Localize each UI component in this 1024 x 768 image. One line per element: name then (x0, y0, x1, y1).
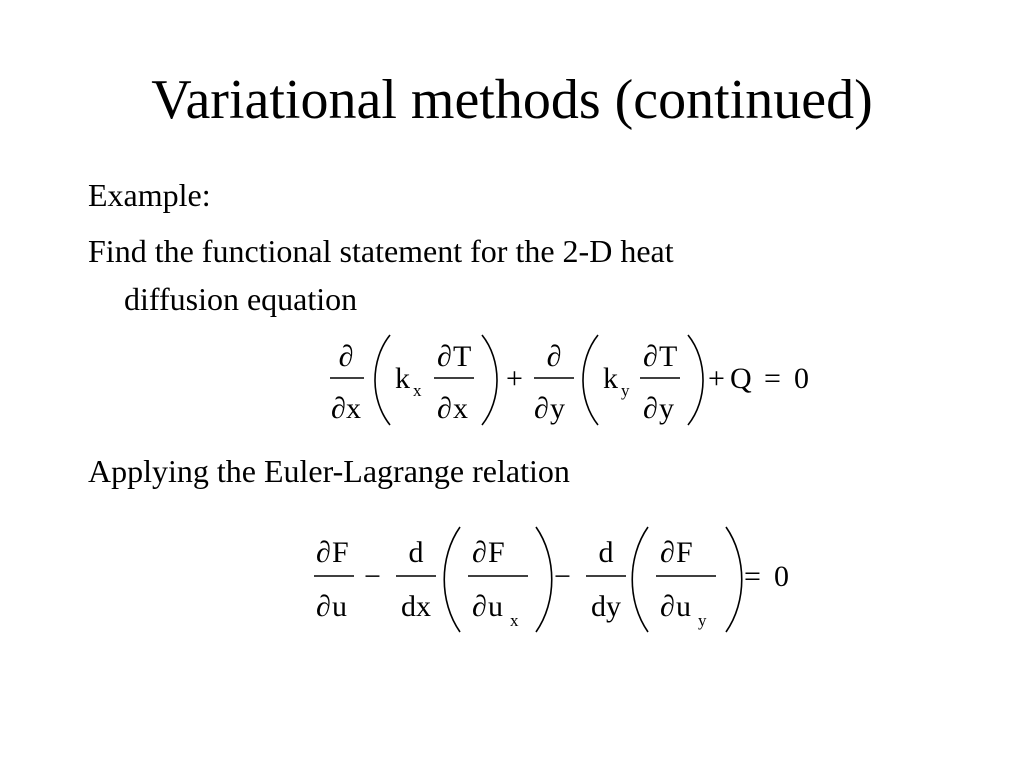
eq1-k: k (395, 362, 410, 395)
eq1-T: T (453, 340, 472, 373)
eq2-right-paren (536, 527, 552, 632)
eq2-partial-numerator: ∂ (660, 536, 675, 569)
eq2-partial-denominator: ∂ (660, 590, 675, 623)
eq2-partial-numerator: ∂ (316, 536, 331, 569)
eq1-partial-T-numerator: ∂ (437, 340, 452, 373)
eq1-var-x: x (346, 392, 361, 425)
eq1-var-x: x (453, 392, 468, 425)
eq2-minus: − (364, 560, 381, 593)
bullet-example: Example: (88, 177, 211, 213)
eq1-k: k (603, 362, 618, 395)
eq2-d-numerator: d (598, 536, 614, 569)
eq1-partial-T-numerator: ∂ (643, 340, 658, 373)
eq2-left-paren (632, 527, 648, 632)
eq1-partial-denominator: ∂ (331, 392, 346, 425)
eq2-d-numerator: d (408, 536, 424, 569)
eq2-F: F (488, 536, 505, 569)
euler-lagrange-equation (312, 522, 812, 637)
eq1-left-paren (583, 335, 598, 425)
eq1-Q: Q (730, 362, 752, 395)
eq2-zero: 0 (774, 560, 789, 593)
eq2-partial-denominator: ∂ (316, 590, 331, 623)
heat-diffusion-equation (320, 330, 820, 430)
eq1-right-paren (482, 335, 497, 425)
eq1-T: T (659, 340, 678, 373)
eq2-partial-numerator: ∂ (472, 536, 487, 569)
bullet-euler-lagrange: Applying the Euler-Lagrange relation (88, 453, 570, 489)
bullet-find-functional-continued: diffusion equation (124, 281, 358, 317)
eq2-right-paren (726, 527, 742, 632)
eq1-var-y: y (659, 392, 674, 425)
eq1-plus: + (708, 362, 725, 395)
eq2-sub-x: x (510, 611, 519, 630)
eq1-right-paren (688, 335, 703, 425)
eq2-F: F (676, 536, 693, 569)
eq2-F: F (332, 536, 349, 569)
eq2-dy: dy (591, 590, 621, 623)
eq1-plus: + (506, 362, 523, 395)
eq1-partial-numerator: ∂ (338, 340, 354, 373)
eq2-sub-y: y (698, 611, 707, 630)
slide-title: Variational methods (continued) (151, 69, 873, 131)
eq2-equals: = (744, 560, 761, 593)
eq2-partial-denominator: ∂ (472, 590, 487, 623)
eq1-partial-denominator: ∂ (534, 392, 549, 425)
eq2-dx: dx (401, 590, 431, 623)
eq1-zero: 0 (794, 362, 809, 395)
eq2-u: u (676, 590, 691, 623)
eq1-var-y: y (550, 392, 565, 425)
eq2-u: u (488, 590, 503, 623)
eq2-left-paren (444, 527, 460, 632)
eq2-u: u (332, 590, 347, 623)
eq1-k-sub-y: y (621, 381, 630, 400)
bullet-find-functional: Find the functional statement for the 2-D heat (88, 233, 674, 269)
eq1-partial-numerator: ∂ (546, 340, 562, 373)
eq1-equals: = (764, 362, 781, 395)
eq1-partial-x-denominator: ∂ (437, 392, 452, 425)
eq1-partial-y-denominator: ∂ (643, 392, 658, 425)
eq1-left-paren (375, 335, 390, 425)
eq2-minus: − (554, 560, 571, 593)
eq1-k-sub-x: x (413, 381, 422, 400)
